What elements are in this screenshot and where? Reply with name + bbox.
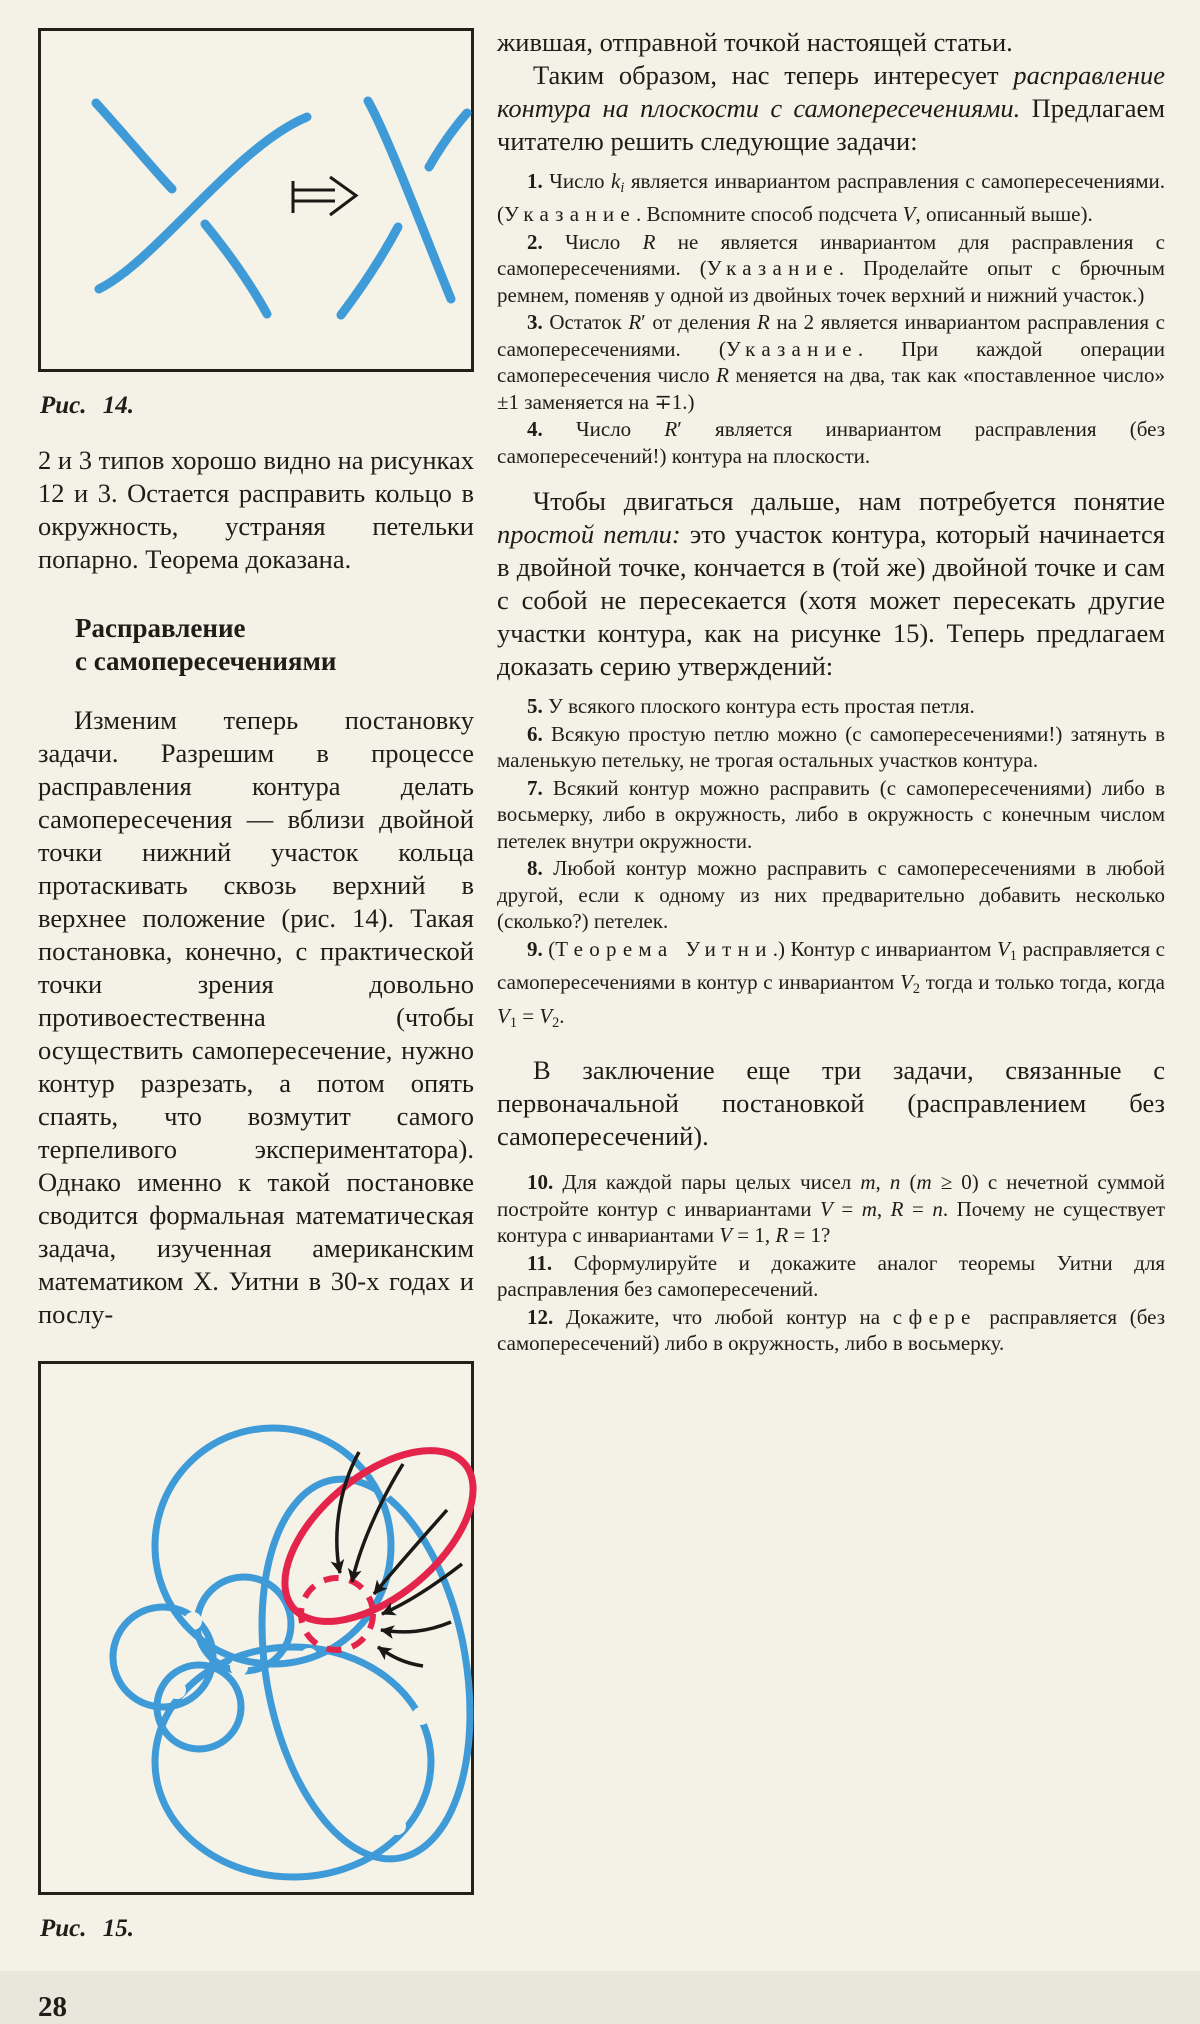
right-paragraph-3: Чтобы двигаться дальше, нам потребуется понятие простой петли: это участок контура, который начинается в двойной точке, кончается в (той же) двойной точке и сам с собой не пересекается (хотя может пересекать другие участки контура, как на рисунке 15). Теперь предлагаем доказать серию утверждений:: [497, 486, 1165, 682]
task-12: 12. Докажите, что любой контур на сфере расправляется (без самопересечений) либо в окружность, либо в восьмерку.: [497, 1304, 1165, 1356]
section-heading-line1: Расправление: [75, 613, 246, 643]
section-heading: [75, 612, 474, 678]
task-3: 3. Остаток R′ от деления R на 2 является инвариантом расправления с самопересечениями. (Указание. При каждой операции самопересечения число R меняется на два, так как «поставленное число» ±1 заменяется на ∓1.): [497, 310, 1165, 414]
right-paragraph-2: Таким образом, нас теперь интересует расправление контура на плоскости с самопересечениями. Предлагаем читателю решить следующие задачи:: [497, 60, 1165, 156]
task-4: 4. Число R′ является инвариантом расправления (без самопересечений!) контура на плоскости.: [497, 417, 1165, 468]
task-11: 11. Сформулируйте и докажите аналог теоремы Уитни для расправления без самопересечений.: [497, 1250, 1166, 1302]
figure-15: [38, 1361, 474, 1943]
task-list-2: [497, 693, 1165, 1036]
crossing-left: [96, 103, 307, 314]
task-10: 10. Для каждой пары целых чисел m, n (m ≥ 0) с нечетной суммой постройте контур с инвариантами V = m, R = n. Почему не существует контура с инвариантами V = 1, R = 1?: [497, 1170, 1166, 1248]
fig14-drawing: [41, 31, 471, 369]
figure-14: [38, 28, 474, 420]
task-8: 8. Любой контур можно расправить с самопересечениями в любой другой, если к одному из них предварительно добавить несколько (сколько?) петелек.: [497, 856, 1166, 934]
task-9: 9. (Теорема Уитни.) Контур с инвариантом $V_1$ расправляется с самопересечениями в контур с инвариантом $V_2$ тогда и только тогда, когда $V_1 = V_2$.: [497, 936, 1165, 1031]
left-paragraph-2: Изменим теперь постановку задачи. Разрешим в процессе расправления контура делать самопересечения — вблизи двойной точки нижний участок кольца протаскивать сквозь верхний в верхнее положение (рис. 14). Такая постановка, конечно, с практической точки зрения довольно противоестественна (чтобы осуществить самопересечение, нужно контур разрезать, а потом опять спаять, что возмутит самого терпеливого экспериментатора). Однако именно к такой постановке сводится формальная математическая задача, изученная американским математиком Х. Уитни в 30-х годах и послу-: [38, 705, 474, 1329]
right-paragraph-1: жившая, отправной точкой настоящей статьи.: [497, 27, 1013, 57]
figure-15-canvas: [38, 1361, 474, 1895]
left-column: [38, 28, 474, 2024]
task-list-1: [497, 168, 1165, 469]
task-list-3: [497, 1169, 1165, 1357]
implies-arrow-icon: [293, 177, 356, 215]
task-1: 1. Число $k_i$ является инвариантом расправления с самопересечениями. (Указание. Вспомните способ подсчета V, описанный выше).: [497, 169, 1165, 227]
figure-14-canvas: [38, 28, 474, 372]
fig15-drawing: [41, 1364, 471, 1892]
crossing-right: [341, 101, 467, 315]
right-paragraph-4: В заключение еще три задачи, связанные с первоначальной постановкой (расправлением без самопересечений).: [497, 1055, 1165, 1152]
page-number: 28: [38, 1991, 67, 2023]
left-paragraph-1: 2 и 3 типов хорошо видно на рисунках 12 и 3. Остается расправить кольцо в окружность, устраняя петельки попарно. Теорема доказана.: [38, 445, 474, 574]
task-6: 6. Всякую простую петлю можно (с самопересечениями!) затянуть в маленькую петельку, не трогая остальных участков контура.: [497, 721, 1165, 773]
task-5: 5. У всякого плоского контура есть простая петля.: [527, 694, 975, 719]
task-2: 2. Число R не является инвариантом для расправления с самопересечениями. (Указание. Проделайте опыт с брючным ремнем, поменяв у одной из двойных точек верхний и нижний участок.): [497, 229, 1166, 307]
figure-15-caption: Рис. 15.: [40, 1915, 135, 1942]
figure-14-caption: Рис. 14.: [40, 392, 135, 419]
right-column: [497, 26, 1165, 1357]
task-7: 7. Всякий контур можно расправить (с самопересечениями) либо в восьмерку, либо в окружность, либо в окружность с конечным числом петелек внутри окружности.: [497, 775, 1166, 853]
section-heading-line2: с самопересечениями: [75, 646, 337, 676]
